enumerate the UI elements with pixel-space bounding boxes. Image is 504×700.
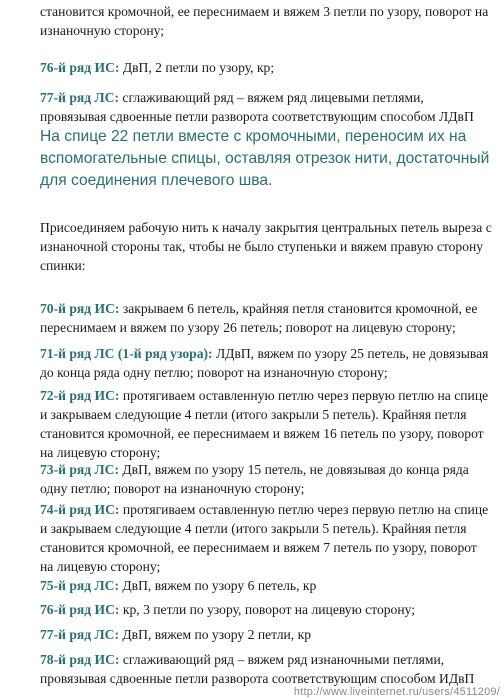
row-label: 72-й ряд ИС: <box>40 388 120 403</box>
row-text: кр, 3 петли по узору, поворот на лицевую сторону; <box>119 602 416 617</box>
row-label: 75-й ряд ЛС: <box>40 578 120 593</box>
row-label: 74-й ряд ИС: <box>40 502 120 517</box>
row-77-rs <box>40 88 492 126</box>
paragraph-attach-yarn <box>40 218 492 275</box>
row-76-ws <box>40 58 492 77</box>
row-label: 77-й ряд ЛС: <box>40 90 120 105</box>
note-text: На спице 22 петли вместе с кромочными, переносим их на вспомогательные спицы, оставляя отрезок нити, достаточный для соединения плечевого шва. <box>40 128 490 189</box>
row-77-rs-second <box>40 625 492 644</box>
row-71-rs <box>40 344 492 382</box>
row-label: 71-й ряд ЛС (1-й ряд узора): <box>40 346 213 361</box>
row-text: протягиваем оставленную петлю через первую петлю на спице и закрываем следующие 4 петли (итого закрыли 5 петель). Крайняя петля становится кромочной, ее переснимаем и вяжем 16 петель по узору, поворот на лицевую сторону; <box>40 388 489 460</box>
paragraph-text: Присоединяем рабочую нить к началу закрытия центральных петель выреза с изнаночной стороны так, чтобы не было ступеньки и вяжем правую сторону спинки: <box>40 220 492 273</box>
row-73-rs <box>40 460 492 498</box>
row-label: 78-й ряд ИС: <box>40 652 120 667</box>
row-text: ДвП, 2 петли по узору, кр; <box>119 60 275 75</box>
row-78-ws <box>40 650 492 688</box>
row-text: закрываем 6 петель, крайняя петля становится кромочной, ее переснимаем и вяжем по узору 26 петель; поворот на лицевую сторону; <box>40 301 478 335</box>
row-text: ДвП, вяжем по узору 2 петли, кр <box>119 627 311 642</box>
row-75-rs <box>40 576 492 595</box>
row-label: 76-й ряд ИС: <box>40 602 120 617</box>
row-label: 76-й ряд ИС: <box>40 60 120 75</box>
row-label: 70-й ряд ИС: <box>40 301 120 316</box>
row-70-ws <box>40 299 492 337</box>
row-label: 77-й ряд ЛС: <box>40 627 120 642</box>
paragraph-text: становится кромочной, ее переснимаем и вяжем 3 петли по узору, поворот на изнаночную сторону; <box>40 4 489 38</box>
row-text: ЛДвП, вяжем по узору 25 петель, не довязывая до конца ряда одну петлю; поворот на изнаночную сторону; <box>40 346 489 380</box>
row-text: протягиваем оставленную петлю через первую петлю на спице и закрываем следующие 4 петли (итого закрыли 5 петель). Крайняя петля становится кромочной, ее переснимаем и вяжем 7 петель по узору, поворот на лицевую сторону; <box>40 502 489 574</box>
row-text: сглаживающий ряд – вяжем ряд лицевыми петлями, провязывая сдвоенные петли разворота соответствующим способом ЛДвП <box>40 90 474 124</box>
row-74-ws <box>40 500 492 576</box>
row-72-ws <box>40 386 492 462</box>
row-text: сглаживающий ряд – вяжем ряд изнаночными петлями, провязывая сдвоенные петли разворота соответствующим способом ИДвП <box>40 652 475 686</box>
watermark-url: http://www.liveinternet.ru/users/4511209/ <box>293 686 500 698</box>
row-76-ws-second <box>40 600 492 619</box>
row-label: 73-й ряд ЛС: <box>40 462 120 477</box>
paragraph-continuation <box>40 2 492 40</box>
row-text: ДвП, вяжем по узору 6 петель, кр <box>119 578 317 593</box>
highlight-note <box>40 126 492 192</box>
row-text: ДвП, вяжем по узору 15 петель, не довязывая до конца ряда одну петлю; поворот на изнаночную сторону; <box>40 462 469 496</box>
